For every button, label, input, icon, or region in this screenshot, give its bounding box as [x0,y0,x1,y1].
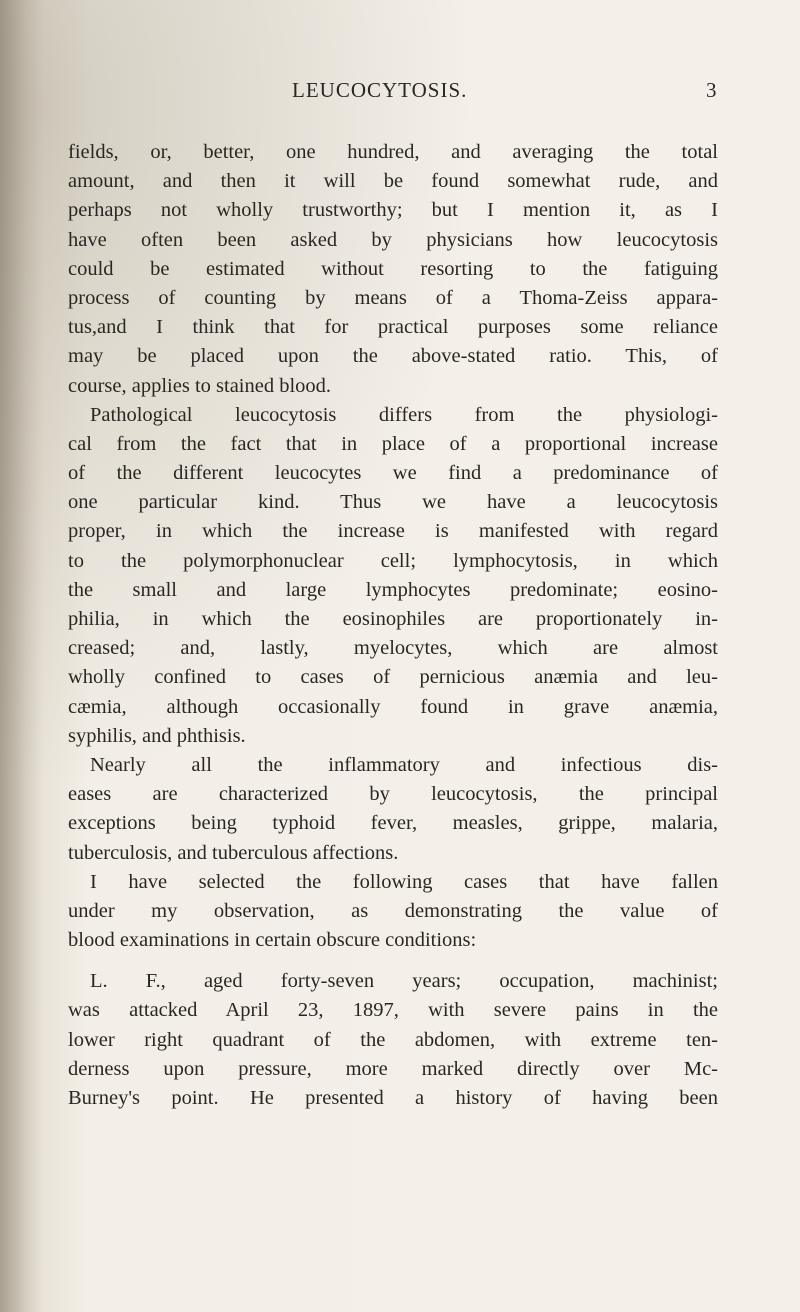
text-line: under my observation, as demonstrating the value of [68,899,718,922]
running-title: LEUCOCYTOSIS. [292,78,468,102]
text-line: process of counting by means of a Thoma-Zeiss appara- [68,286,718,309]
text-line: one particular kind. Thus we have a leucocytosis [68,491,718,514]
text-line: I have selected the following cases that have fallen [90,870,718,893]
text-line: have often been asked by physicians how leucocytosis [68,228,718,251]
text-line: exceptions being typhoid fever, measles, grippe, malaria, [68,812,718,835]
text-line: may be placed upon the above-stated ratio. This, of [68,345,718,368]
text-line: blood examinations in certain obscure conditions: [68,929,477,952]
text-line: proper, in which the increase is manifested with regard [68,520,718,543]
text-line: of the different leucocytes we find a predominance of [68,462,718,485]
page-gutter-shadow [0,0,44,1312]
text-line: to the polymorphonuclear cell; lymphocytosis, in which [68,549,718,572]
text-line: Pathological leucocytosis differs from the physiologi- [90,403,718,426]
text-line: eases are characterized by leucocytosis, the principal [68,783,718,806]
text-line: syphilis, and phthisis. [68,724,246,747]
text-line: tus,and I think that for practical purposes some reliance [68,316,718,339]
text-line: fields, or, better, one hundred, and averaging the total [68,141,718,163]
text-line: could be estimated without resorting to the fatiguing [68,257,718,280]
text-line: Burney's point. He presented a history of having been [68,1087,718,1109]
text-line: cæmia, although occasionally found in grave anæmia, [68,695,718,718]
text-line: L. F., aged forty-seven years; occupation, machinist; [90,970,718,993]
text-line: was attacked April 23, 1897, with severe pains in the [68,999,718,1022]
body-text [68,138,718,1113]
text-line: creased; and, lastly, myelocytes, which are almost [68,637,718,660]
paragraph-gap [68,955,718,967]
text-line: Nearly all the inflammatory and infectious dis- [90,753,718,776]
text-line: derness upon pressure, more marked directly over Mc- [68,1057,718,1080]
page-number: 3 [706,78,717,102]
text-line: wholly confined to cases of pernicious anæmia and leu- [68,666,718,689]
text-line: course, applies to stained blood. [68,374,332,397]
running-header [0,78,800,108]
text-line: amount, and then it will be found somewhat rude, and [68,170,718,193]
text-line: tuberculosis, and tuberculous affections. [68,841,399,864]
text-line: the small and large lymphocytes predominate; eosino- [68,578,718,601]
text-line: lower right quadrant of the abdomen, with extreme ten- [68,1028,718,1051]
text-line: philia, in which the eosinophiles are proportionately in- [68,608,718,630]
text-line: perhaps not wholly trustworthy; but I mention it, as I [68,199,718,222]
text-line: cal from the fact that in place of a proportional increase [68,432,718,455]
